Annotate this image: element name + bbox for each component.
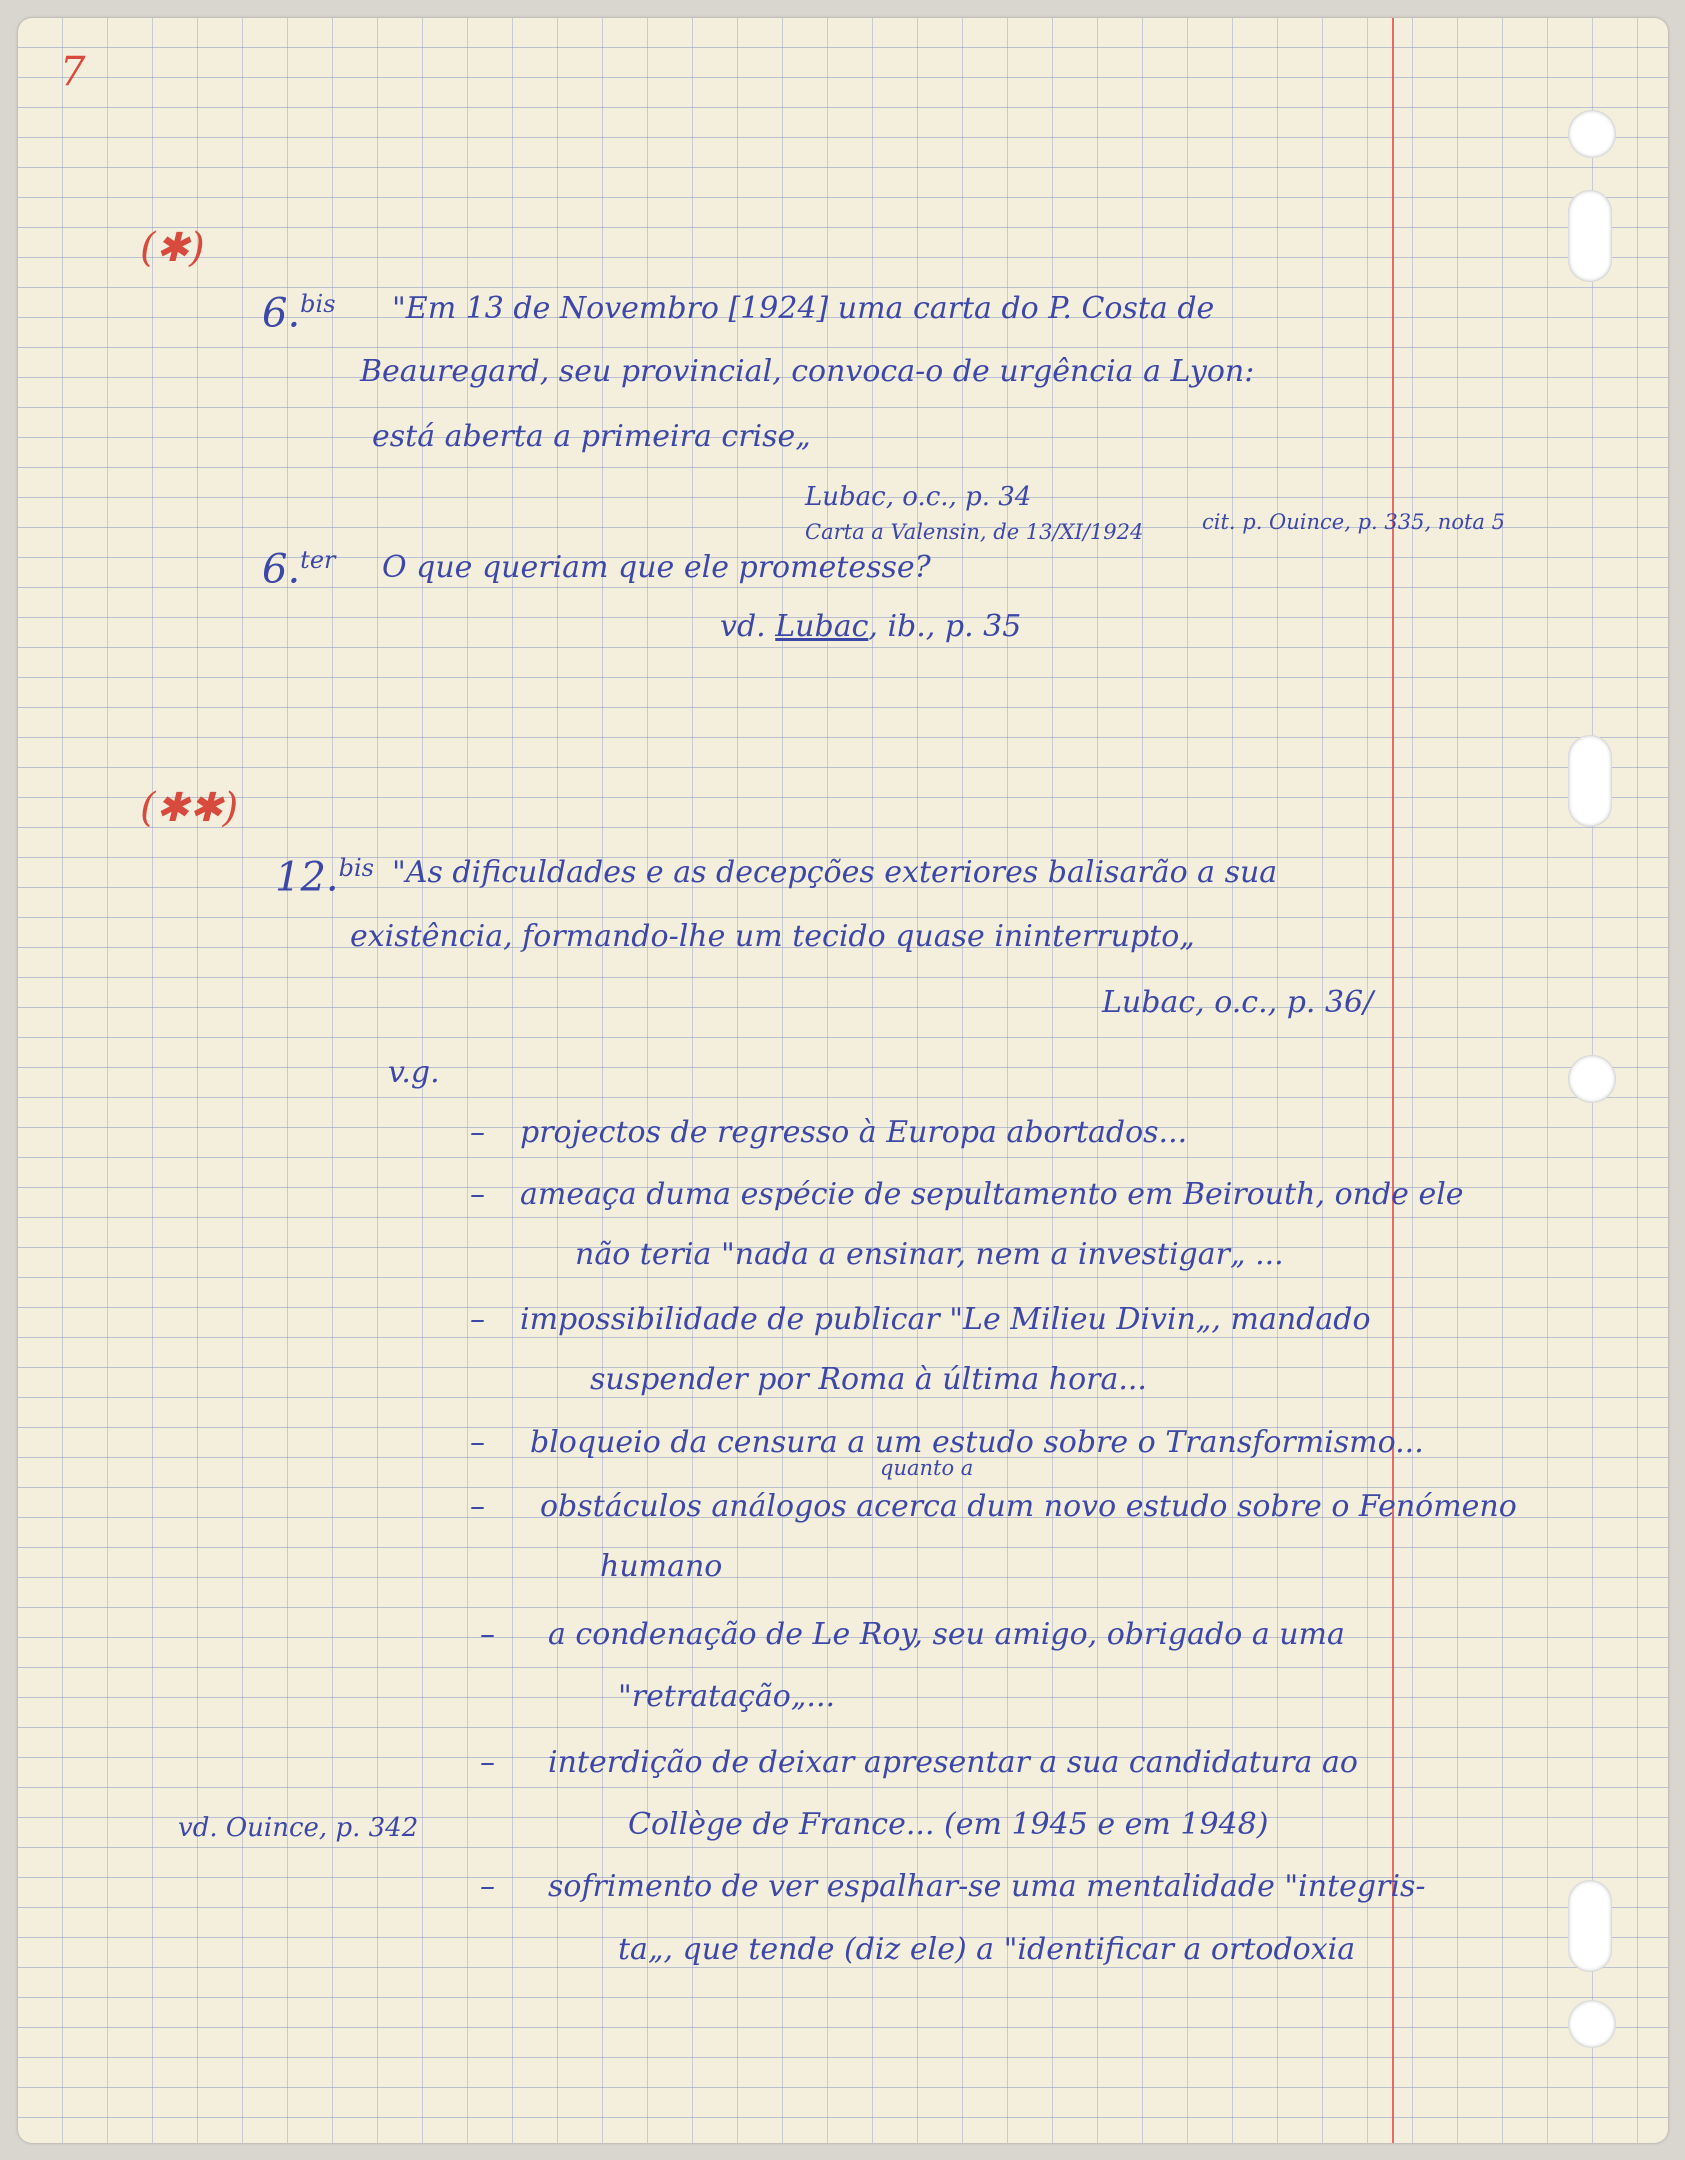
entry-6bis-suffix: bis xyxy=(300,290,336,318)
item-bullet: – xyxy=(480,1869,495,1904)
entry-6ter-question: O que queriam que ele prometesse? xyxy=(382,550,931,585)
entry-6bis-line-3: está aberta a primeira crise„ xyxy=(372,419,811,454)
item-7-line-2: Collège de France... (em 1945 e em 1948) xyxy=(628,1807,1269,1842)
entry-6ter-suffix: ter xyxy=(300,546,336,574)
entry-6bis-side-ref: cit. p. Ouince, p. 335, nota 5 xyxy=(1202,510,1505,534)
item-2-line-1: ameaça duma espécie de sepultamento em Beirouth, onde ele xyxy=(520,1177,1464,1212)
entry-6ter-ref xyxy=(720,609,1022,644)
punch-slot xyxy=(1568,1880,1612,1972)
item-6-line-1: a condenação de Le Roy, seu amigo, obrigado a uma xyxy=(548,1617,1345,1652)
item-bullet: – xyxy=(470,1489,485,1524)
entry-6bis-number: 6. xyxy=(262,290,301,337)
punch-hole xyxy=(1568,1055,1616,1103)
item-bullet: – xyxy=(480,1617,495,1652)
item-2-line-2: não teria "nada a ensinar, nem a investigar„ ... xyxy=(575,1237,1284,1272)
item-4-insert: quanto a xyxy=(880,1456,974,1480)
section-marker-1: (✱) xyxy=(140,225,205,271)
item-7-line-1: interdição de deixar apresentar a sua candidatura ao xyxy=(548,1745,1358,1780)
entry-6ter-number: 6. xyxy=(262,546,301,593)
punch-hole xyxy=(1568,2000,1616,2048)
entry-6bis-ref: Lubac, o.c., p. 34 xyxy=(805,482,1032,512)
entry-12bis-ref: Lubac, o.c., p. 36/ xyxy=(1102,985,1374,1020)
section-marker-2: (✱✱) xyxy=(140,785,239,831)
item-4-line-1: bloqueio da censura a um estudo sobre o Transformismo... xyxy=(530,1425,1424,1460)
item-1-line-1: projectos de regresso à Europa abortados... xyxy=(520,1115,1188,1150)
entry-6ter-label xyxy=(262,546,336,593)
item-6-line-2: "retratação„... xyxy=(618,1679,836,1714)
entry-6bis-label xyxy=(262,290,336,337)
item-3-line-2: suspender por Roma à última hora... xyxy=(590,1362,1147,1397)
entry-6ter-ref-rest: , ib., p. 35 xyxy=(868,609,1022,644)
punch-slot xyxy=(1568,735,1612,827)
item-bullet: – xyxy=(470,1115,485,1150)
entry-12bis-vg: v.g. xyxy=(388,1055,440,1090)
item-bullet: – xyxy=(470,1177,485,1212)
item-5-line-2: humano xyxy=(600,1549,723,1584)
entry-6bis-ref-note: Carta a Valensin, de 13/XI/1924 xyxy=(805,520,1144,544)
punch-hole xyxy=(1568,110,1616,158)
page-number: 7 xyxy=(60,49,86,95)
entry-6bis-line-1: "Em 13 de Novembro [1924] uma carta do P. Costa de xyxy=(392,291,1215,326)
item-8-line-1: sofrimento de ver espalhar-se uma mentalidade "integris- xyxy=(548,1869,1426,1904)
item-bullet: – xyxy=(480,1745,495,1780)
side-note-ouince: vd. Ouince, p. 342 xyxy=(178,1813,419,1843)
entry-12bis-label xyxy=(275,854,374,901)
entry-12bis-number: 12. xyxy=(275,854,339,901)
entry-6ter-ref-prefix: vd. xyxy=(720,609,766,644)
item-bullet: – xyxy=(470,1425,485,1460)
item-bullet: – xyxy=(470,1302,485,1337)
margin-line xyxy=(1392,18,1394,2143)
item-3-line-1: impossibilidade de publicar "Le Milieu Divin„, mandado xyxy=(520,1302,1371,1337)
item-5-line-1: obstáculos análogos acerca dum novo estudo sobre o Fenómeno xyxy=(540,1489,1517,1524)
item-8-line-2: ta„, que tende (diz ele) a "identificar a ortodoxia xyxy=(618,1932,1356,1967)
entry-6ter-ref-author: Lubac xyxy=(775,609,869,644)
entry-12bis-line-2: existência, formando-lhe um tecido quase ininterrupto„ xyxy=(350,919,1195,954)
entry-6bis-line-2: Beauregard, seu provincial, convoca-o de urgência a Lyon: xyxy=(360,354,1255,389)
entry-12bis-line-1: "As dificuldades e as decepções exteriores balisarão a sua xyxy=(392,855,1278,890)
entry-12bis-suffix: bis xyxy=(338,854,374,882)
punch-slot xyxy=(1568,190,1612,282)
